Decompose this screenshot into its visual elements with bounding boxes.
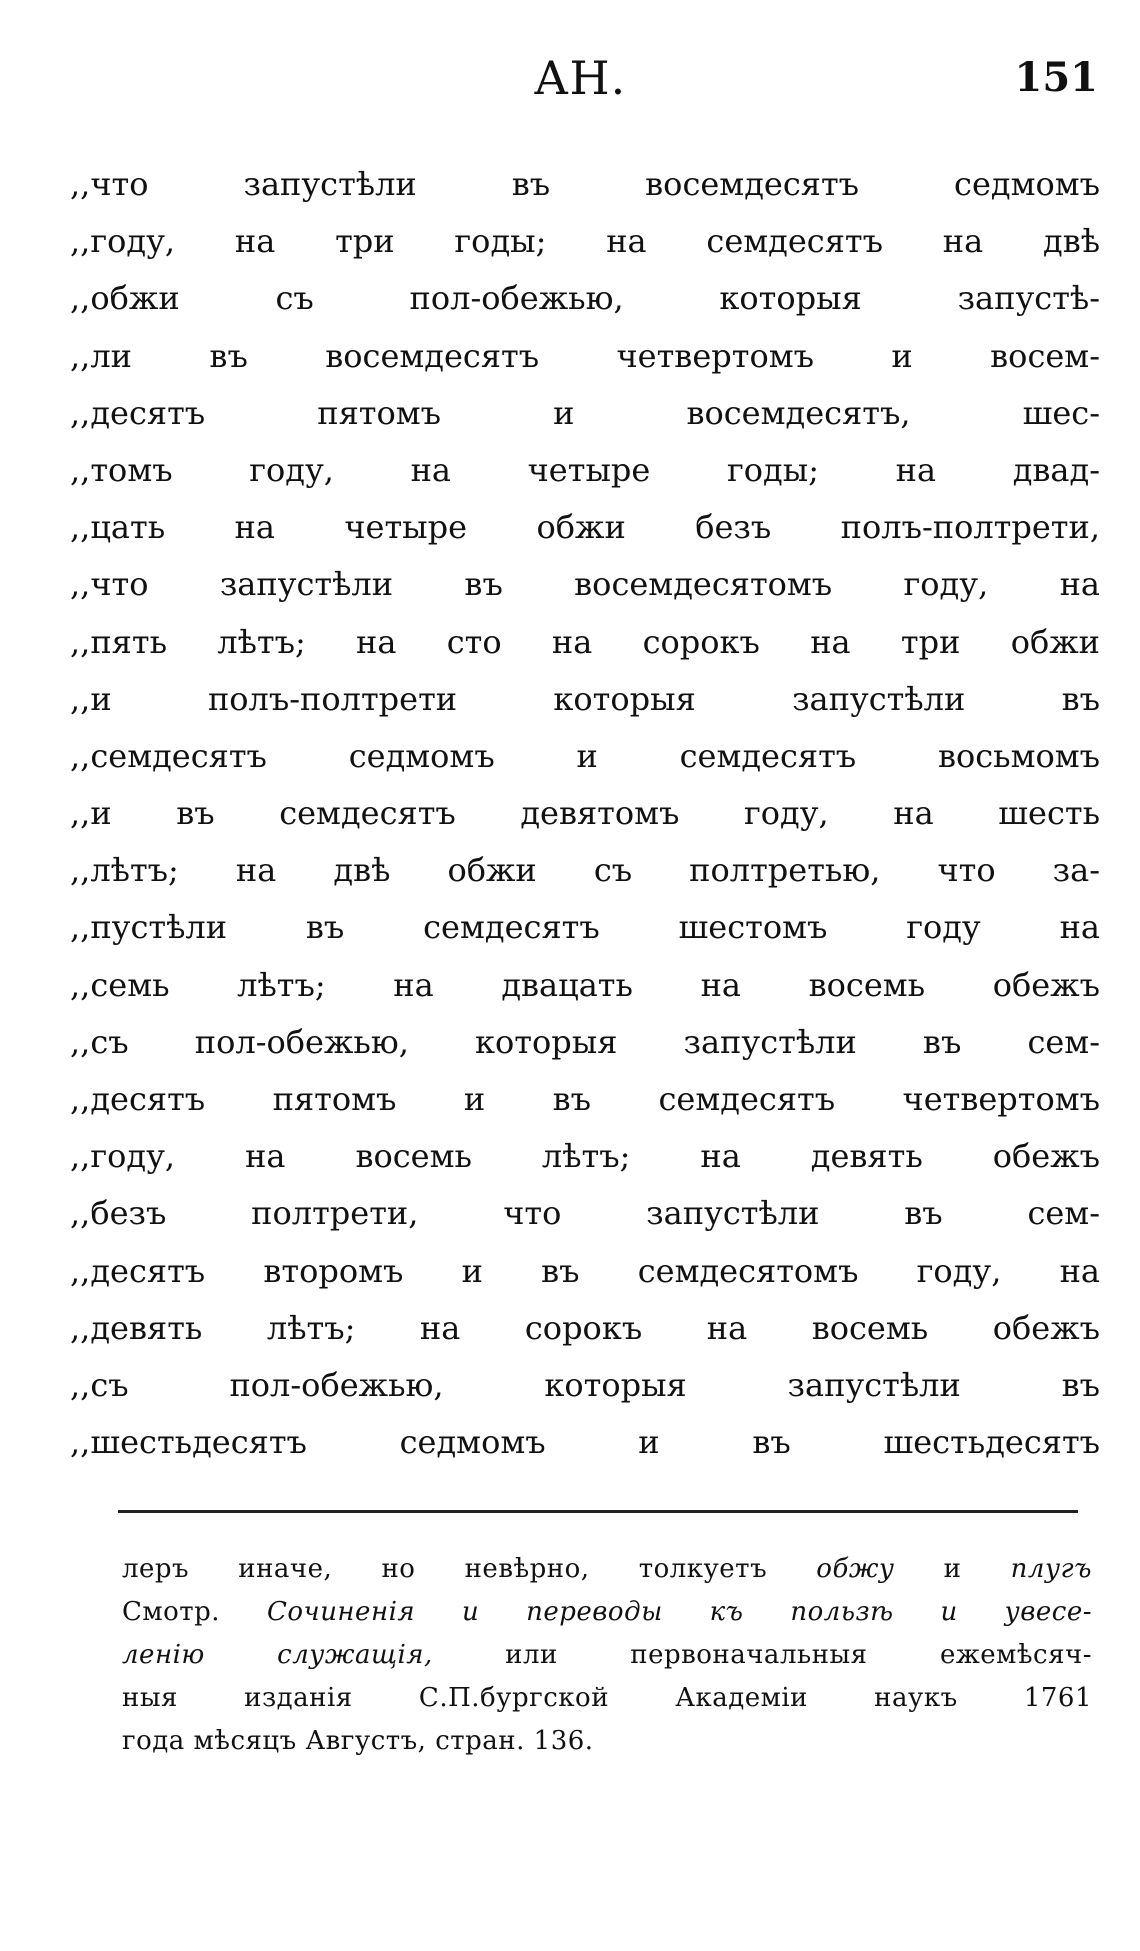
running-head: АН.: [533, 51, 627, 105]
page-header: [0, 48, 1140, 108]
footnote-line: [122, 1634, 1092, 1677]
body-line: ,,семь лѣтъ; на двацать на восемь обежъ: [70, 965, 1100, 1004]
footnote-divider: [118, 1510, 1078, 1513]
body-line: ,,ли въ восемдесятъ четвертомъ и восем-: [70, 336, 1100, 375]
body-line: ,,и въ семдесятъ девятомъ году, на шесть: [70, 794, 1100, 833]
footnote-line: [122, 1591, 1092, 1634]
body-line: ,,обжи съ пол-обежью, которыя запустѣ-: [70, 279, 1100, 318]
footnote-text: и: [894, 1554, 1011, 1584]
footnote: [122, 1548, 1092, 1763]
body-line: ,,лѣтъ; на двѣ обжи съ полтретью, что за-: [70, 851, 1100, 890]
body-line: ,,десятъ пятомъ и восемдесятъ, шес-: [70, 393, 1100, 432]
body-line: ,,году, на три годы; на семдесятъ на двѣ: [70, 222, 1100, 261]
footnote-italic-title: ленію служащія,: [122, 1640, 433, 1670]
page-number: 151: [1014, 54, 1098, 101]
body-line: ,,семдесятъ седмомъ и семдесятъ восьмомъ: [70, 736, 1100, 775]
body-line: ,,году, на восемь лѣтъ; на девять обежъ: [70, 1137, 1100, 1176]
footnote-italic-term: обжу: [816, 1554, 895, 1584]
body-line: ,,безъ полтрети, что запустѣли въ сем-: [70, 1194, 1100, 1233]
footnote-line: [122, 1548, 1092, 1591]
footnote-text: Смотр.: [122, 1597, 267, 1627]
body-line: ,,что запустѣли въ восемдесятомъ году, на: [70, 565, 1100, 604]
footnote-text: или первоначальныя ежемѣсяч-: [432, 1640, 1092, 1670]
body-line: ,,что запустѣли въ восемдесятъ седмомъ: [70, 165, 1100, 203]
body-line: ,,томъ году, на четыре годы; на двад-: [70, 450, 1100, 489]
body-line: ,,десятъ пятомъ и въ семдесятъ четвертомъ: [70, 1080, 1100, 1118]
body-text: [70, 156, 1100, 1471]
body-line: ,,десятъ второмъ и въ семдесятомъ году, на: [70, 1251, 1100, 1290]
body-line: ,,пять лѣтъ; на сто на сорокъ на три обжи: [70, 622, 1100, 661]
body-line: ,,девять лѣтъ; на сорокъ на восемь обежъ: [70, 1308, 1100, 1347]
body-line: ,,цать на четыре обжи безъ полъ-полтрети,: [70, 508, 1100, 547]
body-line: ,,и полъ-полтрети которыя запустѣли въ: [70, 679, 1100, 718]
body-line: ,,съ пол-обежью, которыя запустѣли въ сем-: [70, 1022, 1100, 1061]
body-line: ,,пустѣли въ семдесятъ шестомъ году на: [70, 908, 1100, 947]
footnote-italic-title: Сочиненія и переводы къ пользѣ и увесе-: [266, 1597, 1092, 1627]
body-line: ,,шестьдесятъ седмомъ и въ шестьдесятъ: [70, 1423, 1100, 1462]
body-line: ,,съ пол-обежью, которыя запустѣли въ: [70, 1365, 1100, 1404]
footnote-line: года мѣсяцъ Августъ, стран. 136.: [122, 1726, 594, 1756]
footnote-italic-term: плугъ: [1010, 1554, 1092, 1584]
footnote-line: ныя изданія С.П.бургской Академіи наукъ 1761: [122, 1683, 1092, 1713]
footnote-text: леръ иначе, но невѣрно, толкуетъ: [122, 1554, 817, 1584]
